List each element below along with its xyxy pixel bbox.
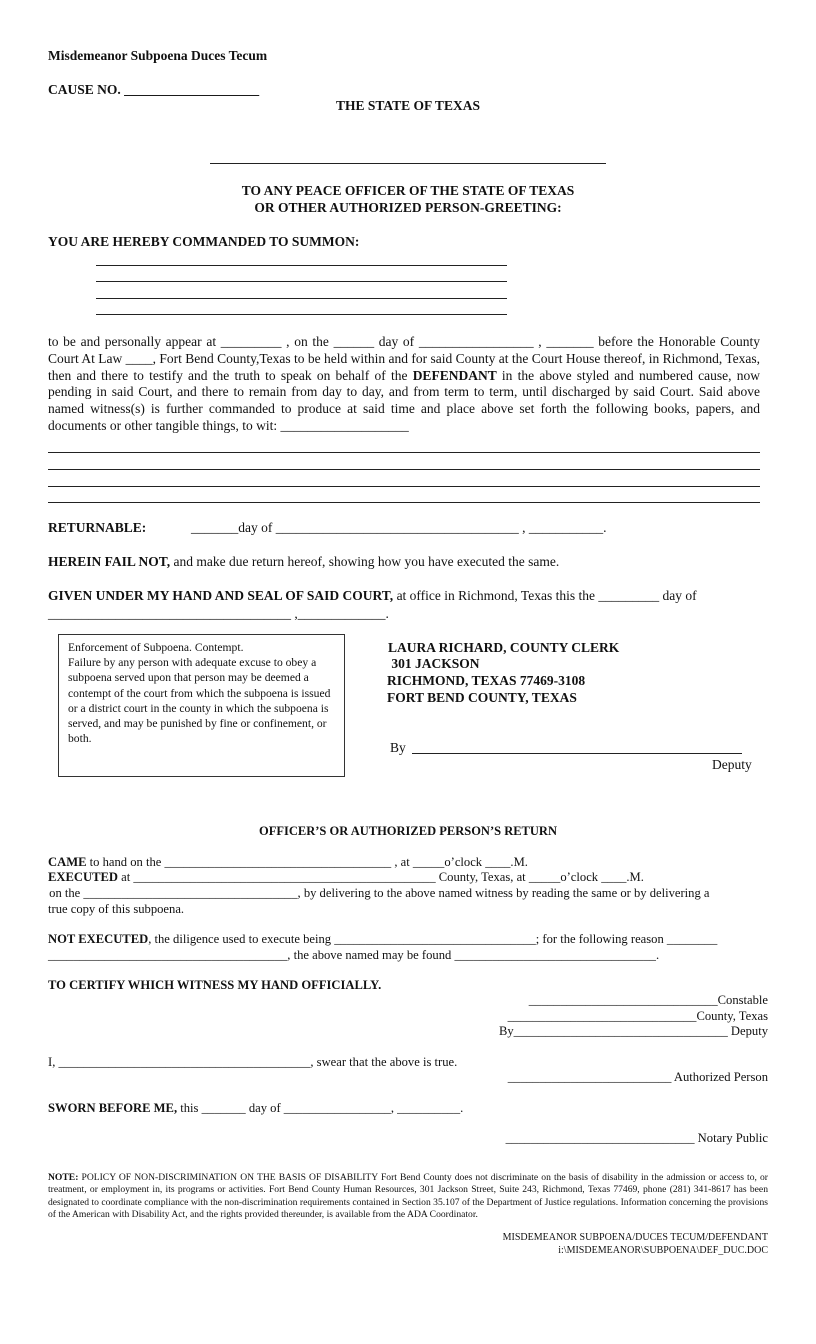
state-heading: THE STATE OF TEXAS [336, 98, 480, 113]
given-date-line: ____________________________________ ,_____________. [48, 606, 389, 621]
deputy-label: Deputy [712, 757, 752, 772]
county-texas-line: ______________________________County, Texas [507, 1009, 768, 1023]
by-label: By [390, 740, 406, 755]
not-executed-bold: NOT EXECUTED [48, 932, 149, 946]
enforcement-title: Enforcement of Subpoena. Contempt. [68, 641, 244, 654]
given-line [48, 588, 697, 604]
witness-line [96, 281, 507, 282]
notary-line: ______________________________ Notary Public [505, 1131, 768, 1145]
para-text: in the above styled and numbered cause, now pending in said Court, and there to remain from day to day, and from term to term, until discharged by said Court. Said above named witness(s) is further commanded to produce at said time and place above set forth the following books, papers, and documents or other tangible things, to wit: ___________________ [48, 367, 760, 433]
para-text: to be and personally appear at _________ , on the ______ day of _________________ , _______ before the Honorable County Court At Law ____, Fort Bend County,Texas to be held within and for said County at the Court House thereof, in Richmond, Texas, then and there to testify and the truth to speak on behalf of the [48, 334, 761, 383]
constable-line: ______________________________Constable [528, 993, 768, 1007]
sworn-line [48, 1100, 463, 1116]
defendant-label: DEFENDANT [412, 367, 497, 383]
not-executed-line-2: ______________________________________, the above named may be found ________________________________. [48, 948, 660, 962]
document-id: MISDEMEANOR SUBPOENA/DUCES TECUM/DEFENDANT [502, 1232, 768, 1243]
given-bold: GIVEN UNDER MY HAND AND SEAL OF SAID COURT, [48, 588, 394, 603]
summon-heading: YOU ARE HEREBY COMMANDED TO SUMMON: [48, 234, 360, 249]
witness-line [96, 314, 507, 315]
clerk-name: LAURA RICHARD, COUNTY CLERK [388, 640, 620, 655]
note-label: NOTE: [48, 1172, 79, 1183]
not-executed-text: , the diligence used to execute being ________________________________; for the following reason ________ [148, 932, 718, 946]
herein-text: and make due return hereof, showing how you have executed the same. [170, 554, 560, 569]
disability-note [48, 1172, 768, 1222]
blank-line [210, 163, 606, 164]
certify-heading: TO CERTIFY WHICH WITNESS MY HAND OFFICIALLY. [48, 978, 382, 992]
clerk-city: RICHMOND, TEXAS 77469-3108 [387, 673, 586, 688]
enforcement-text: Failure by any person with adequate excuse to obey a subpoena served upon that person may be deemed a contempt of the court from which the subpoena is issued or a district court in the county in which the subpoena is served, and may be punished by fine or confinement, or both. [68, 656, 331, 746]
given-text: at office in Richmond, Texas this the _________ day of [393, 588, 697, 603]
note-text: POLICY OF NON-DISCRIMINATION ON THE BASIS OF DISABILITY Fort Bend County does not discriminate on the basis of disability in the admission or access to, or treatment, or employment in, its programs or activities. Fort Bend County Human Resources, 301 Jackson Street, Suite 243, Richmond, Texas 77469, phone (281) 341-8617 has been designated to coordinate compliance with the non-discrimination requirements contained in Section 35.107 of the Department of Justice regulations. Information concerning the provisions of the American with Disability Act, and the rights provided thereunder, is available from the ADA Coordinator. [48, 1172, 768, 1221]
herein-bold: HEREIN FAIL NOT, [48, 554, 171, 569]
returnable-date: _______day of ____________________________________ , ___________. [191, 520, 607, 535]
items-line [48, 452, 760, 453]
greeting-line-2: OR OTHER AUTHORIZED PERSON-GREETING: [254, 200, 562, 215]
clerk-street: 301 JACKSON [388, 656, 480, 671]
swear-line: I, ________________________________________, swear that the above is true. [48, 1055, 458, 1069]
returnable-label: RETURNABLE: [48, 520, 147, 535]
herein-line [48, 554, 559, 570]
items-line [48, 502, 760, 503]
items-line [48, 469, 760, 470]
came-text: to hand on the ____________________________________ , at _____o’clock ____.M. [86, 855, 528, 869]
on-the-line: on the __________________________________, by delivering to the above named witness by reading the same or by delivering a [46, 886, 710, 900]
true-copy-line: true copy of this subpoena. [48, 902, 185, 916]
executed-bold: EXECUTED [48, 870, 118, 884]
return-heading: OFFICER’S OR AUTHORIZED PERSON’S RETURN [259, 824, 557, 838]
came-line [48, 854, 528, 870]
witness-line [96, 265, 507, 266]
signature-line [412, 753, 742, 754]
by-deputy-line: By__________________________________ Deputy [498, 1024, 768, 1038]
enforcement-box [58, 634, 345, 777]
sworn-text: this _______ day of _________________, __________. [177, 1101, 464, 1115]
came-bold: CAME [48, 855, 87, 869]
clerk-county: FORT BEND COUNTY, TEXAS [387, 690, 577, 705]
cause-number: CAUSE NO. ____________________ [48, 82, 260, 97]
appearance-paragraph [48, 334, 760, 435]
items-line [48, 486, 760, 487]
document-title: Misdemeanor Subpoena Duces Tecum [48, 48, 268, 63]
authorized-person-line: __________________________ Authorized Person [507, 1070, 768, 1084]
document-path: i:\MISDEMEANOR\SUBPOENA\DEF_DUC.DOC [558, 1245, 768, 1256]
not-executed-line [48, 931, 717, 947]
sworn-bold: SWORN BEFORE ME, [48, 1101, 178, 1115]
witness-line [96, 298, 507, 299]
executed-text: at ________________________________________________ County, Texas, at _____o’clock ____.M. [117, 870, 644, 884]
executed-line [48, 869, 644, 885]
greeting-line-1: TO ANY PEACE OFFICER OF THE STATE OF TEXAS [241, 183, 575, 198]
